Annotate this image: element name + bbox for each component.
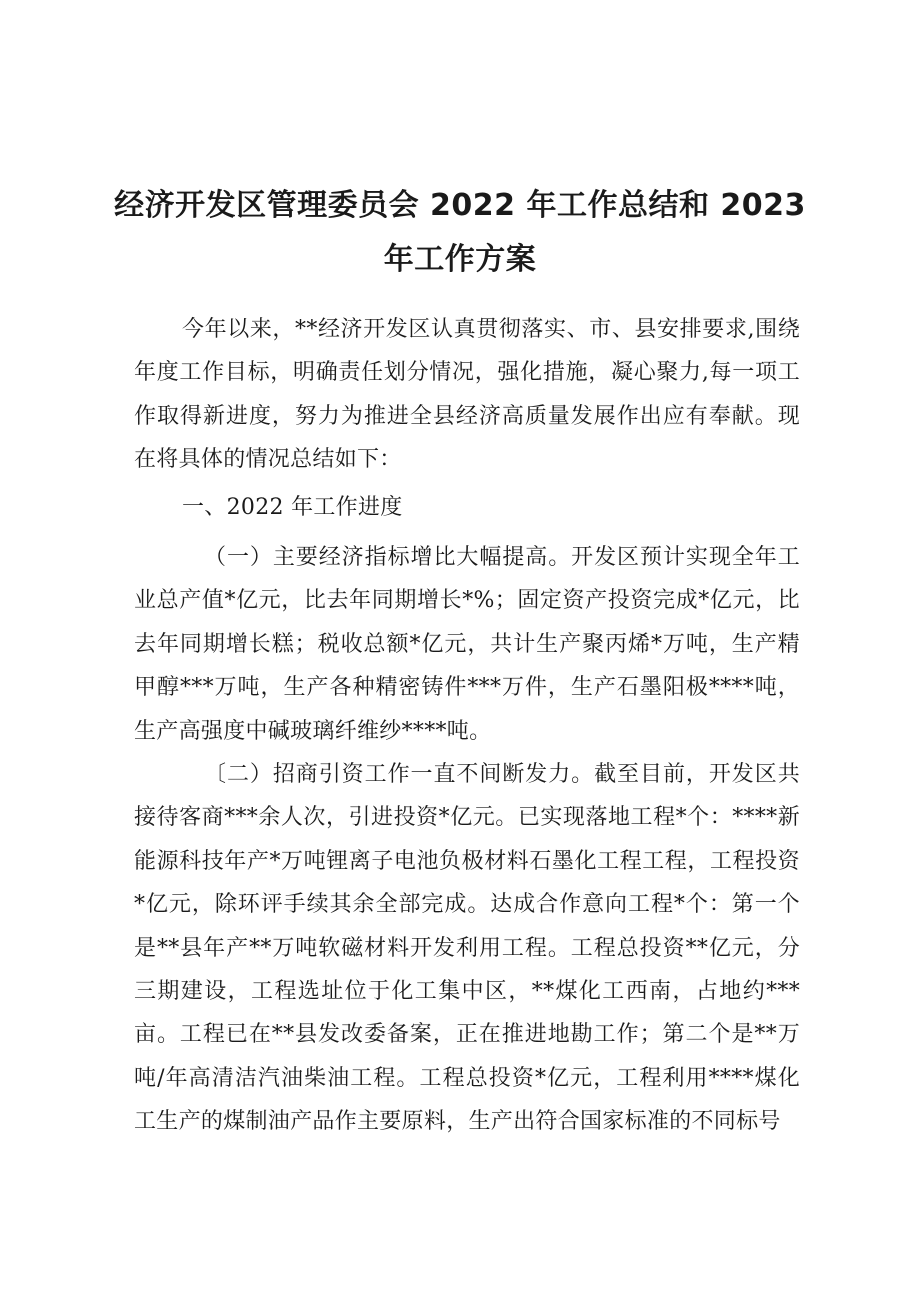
section-heading: 一、2022 年工作进度 [182, 495, 403, 520]
document-title-line-2: 年工作方案 [383, 242, 537, 277]
paragraph-economic-indicators: （一）主要经济指标增比大幅提高。开发区预计实现全年工业总产值*亿元，比去年同期增长*%；固定资产投资完成*亿元，比去年同期增长糕；税收总额*亿元，共计生产聚丙烯*万吨，生产精甲醇***万吨，生产各种精密铸件***万件，生产石墨阳极****吨，生产高强度中碱玻璃纤维纱****吨。 [134, 545, 800, 744]
intro-paragraph: 今年以来，**经济开发区认真贯彻落实、市、县安排要求,围绕年度工作目标，明确责任划分情况，强化措施，凝心聚力,每一项工作取得新进度，努力为推进全县经济高质量发展作出应有奉献。现在将具体的情况总结如下： [134, 317, 800, 473]
document-title-line-1: 经济开发区管理委员会 2022 年工作总结和 2023 [114, 188, 806, 223]
paragraph-investment-attraction: 〔二）招商引资工作一直不间断发力。截至目前，开发区共接待客商***余人次，引进投资*亿元。已实现落地工程*个：****新能源科技年产*万吨锂离子电池负极材料石墨化工程工程，工程投资*亿元，除环评手续其余全部完成。达成合作意向工程*个：第一个是**县年产**万吨软磁材料开发利用工程。工程总投资**亿元，分三期建设，工程选址位于化工集中区，**煤化工西南，占地约***亩。工程已在**县发改委备案，正在推进地勘工作；第二个是**万吨/年高清洁汽油柴油工程。工程总投资*亿元，工程利用****煤化工生产的煤制油产品作主要原料，生产出符合国家标准的不同标号 [134, 762, 800, 1135]
